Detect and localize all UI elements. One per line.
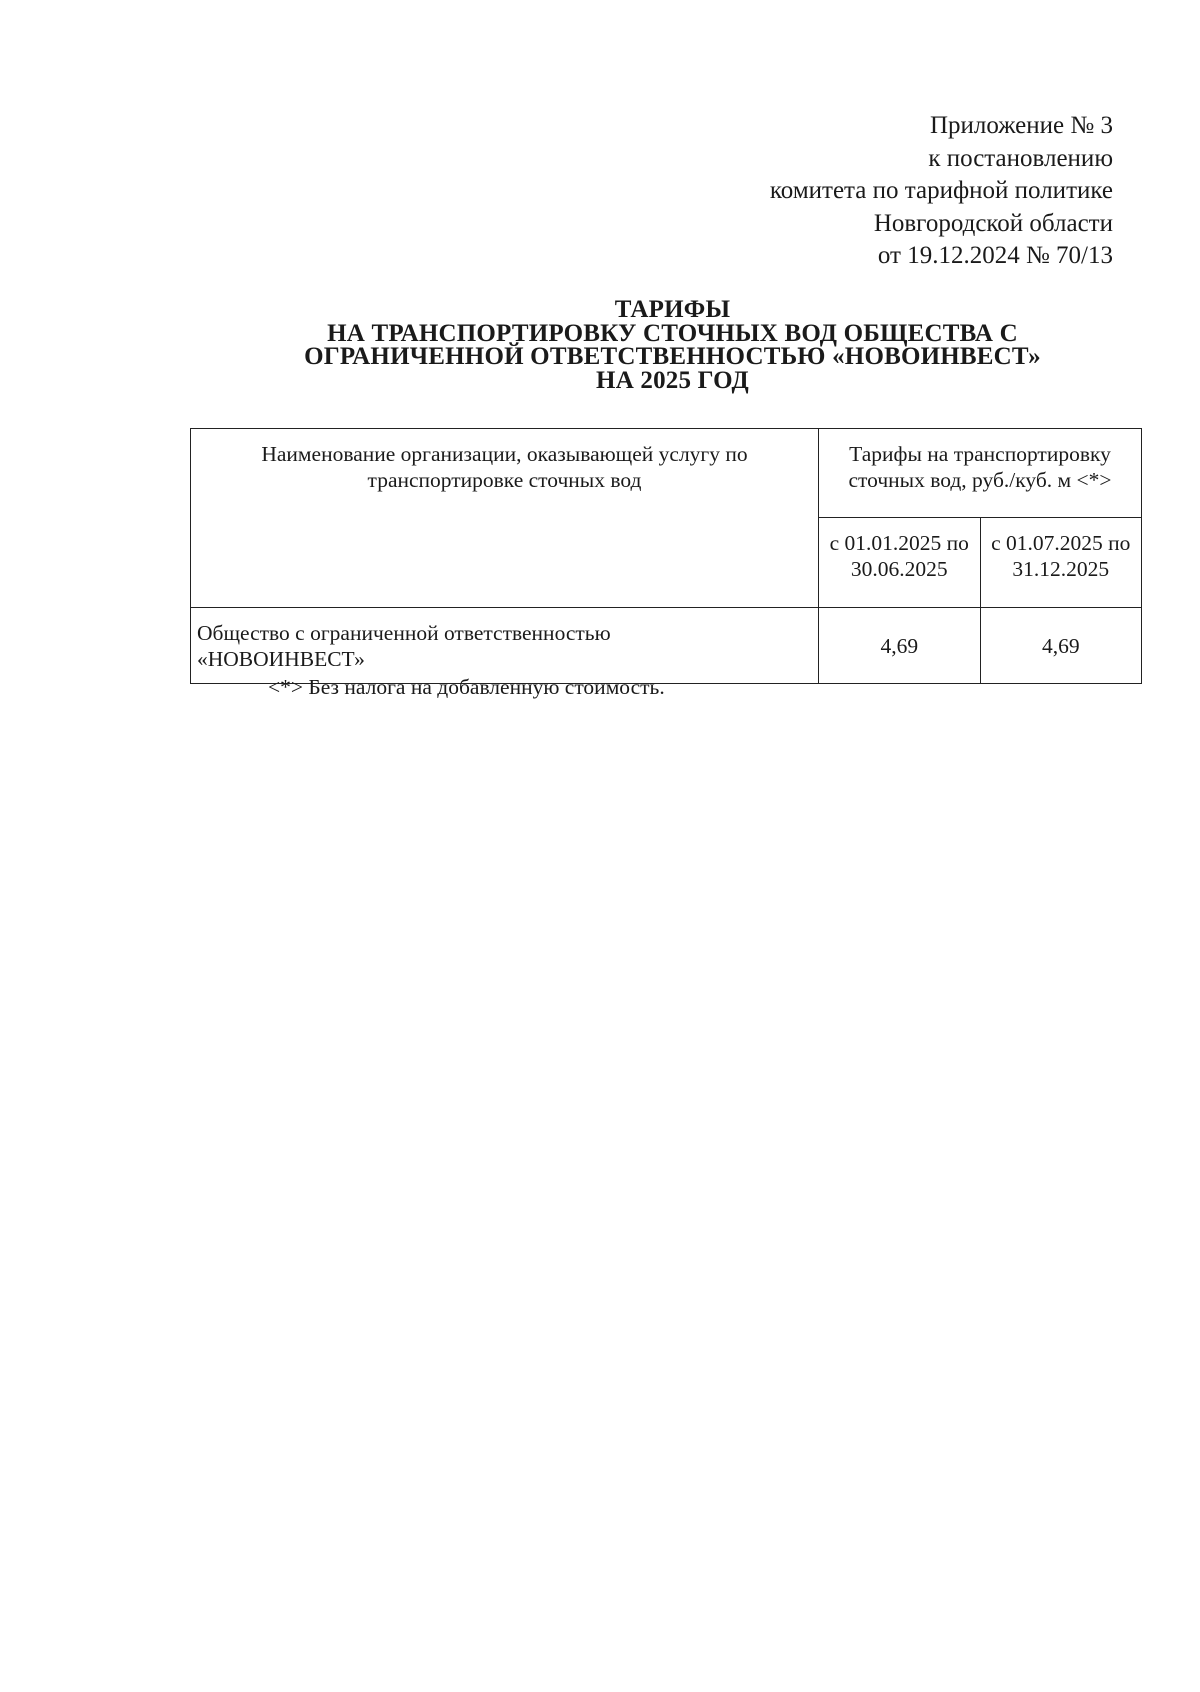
period-second-line-1: с 01.07.2025 по	[991, 531, 1131, 555]
period-first-half	[819, 518, 981, 608]
row-org-line-2: «НОВОИНВЕСТ»	[197, 646, 365, 671]
appendix-region: Новгородской области	[873, 209, 1113, 237]
header-tariff	[819, 429, 1142, 518]
table-row	[191, 608, 1142, 684]
title-line-2: НА ТРАНСПОРТИРОВКУ СТОЧНЫХ ВОД ОБЩЕСТВА С	[327, 319, 1018, 347]
period-second-half	[980, 518, 1142, 608]
header-org-name	[191, 429, 819, 608]
footnote: <*> Без налога на добавленную стоимость.	[268, 675, 665, 699]
title-line-3: ОГРАНИЧЕННОЙ ОТВЕТСТВЕННОСТЬЮ «НОВОИНВЕСТ»	[304, 343, 1041, 370]
title-line-4: НА 2025 ГОД	[596, 366, 749, 394]
header-tariff-line-2: сточных вод, руб./куб. м <*>	[848, 468, 1112, 492]
period-first-line-1: с 01.01.2025 по	[829, 531, 969, 555]
header-org-line-2: транспортировке сточных вод	[367, 468, 642, 492]
header-tariff-line-1: Тарифы на транспортировку	[849, 442, 1111, 466]
row-value-first-half: 4,69	[819, 608, 981, 684]
period-first-line-2: 30.06.2025	[850, 557, 948, 581]
appendix-date-number: от 19.12.2024 № 70/13	[877, 242, 1113, 269]
header-org-line-1: Наименование организации, оказывающей услугу по	[261, 442, 748, 466]
document-title	[190, 298, 1155, 392]
row-value-second-half: 4,69	[980, 608, 1142, 684]
period-second-line-2: 31.12.2025	[1012, 557, 1110, 581]
title-line-1: ТАРИФЫ	[614, 296, 731, 323]
appendix-number: Приложение № 3	[929, 112, 1113, 139]
appendix-committee: комитета по тарифной политике	[769, 177, 1113, 204]
table-header-row	[191, 429, 1142, 518]
appendix-to-resolution: к постановлению	[928, 144, 1113, 172]
appendix-header	[770, 110, 1113, 273]
row-org-name	[191, 608, 819, 684]
tariff-table	[190, 428, 1142, 684]
row-org-line-1: Общество с ограниченной ответственностью	[197, 620, 611, 645]
